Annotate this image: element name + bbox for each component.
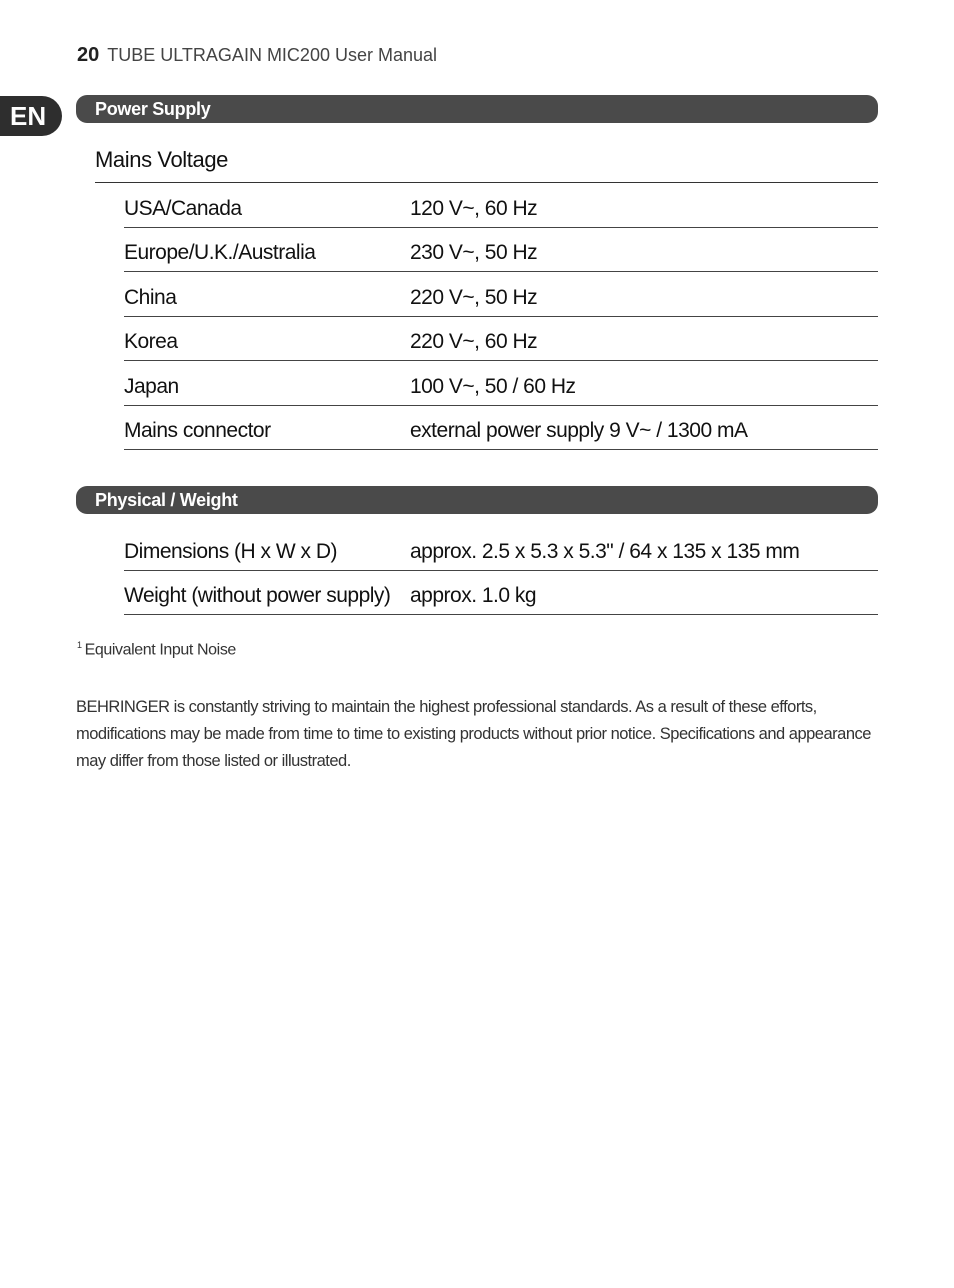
disclaimer-paragraph: BEHRINGER is constantly striving to maintain the highest professional standards. As a result of these efforts, modifications may be made from time to time to existing products without prior notice. Specifications and appearance may differ from those listed or illustrated. [76, 698, 871, 770]
page-number: 20 [77, 44, 100, 66]
page-header [77, 44, 437, 67]
spec-value: approx. 1.0 kg [410, 584, 537, 607]
spec-label: China [124, 285, 177, 309]
mains-voltage-table [124, 183, 878, 450]
spec-label: USA/Canada [124, 196, 242, 220]
spec-label: Europe/U.K./Australia [124, 241, 316, 264]
spec-value: 100 V~, 50 / 60 Hz [410, 374, 576, 398]
footnote-marker: 1 [77, 640, 82, 650]
table-row [124, 317, 878, 362]
section-bar-power-supply: Power Supply [76, 95, 878, 123]
spec-value: 120 V~, 60 Hz [410, 196, 538, 220]
footnote [77, 640, 236, 659]
table-row [124, 571, 878, 616]
table-row [124, 361, 878, 406]
table-row [124, 526, 878, 571]
spec-value: external power supply 9 V~ / 1300 mA [410, 419, 748, 442]
footnote-text: Equivalent Input Noise [84, 641, 236, 659]
spec-value: approx. 2.5 x 5.3 x 5.3" / 64 x 135 x 135 mm [410, 539, 800, 563]
spec-label: Korea [124, 330, 178, 353]
spec-value: 230 V~, 50 Hz [410, 241, 538, 264]
spec-label: Japan [124, 374, 179, 398]
document-title: TUBE ULTRAGAIN MIC200 User Manual [107, 45, 438, 65]
language-tab: EN [0, 96, 62, 136]
spec-value: 220 V~, 60 Hz [410, 330, 538, 353]
table-row [124, 406, 878, 451]
table-row [124, 228, 878, 273]
physical-weight-table [124, 526, 878, 615]
spec-label: Mains connector [124, 419, 271, 442]
subheading-mains-voltage: Mains Voltage [95, 147, 878, 183]
section-bar-physical-weight: Physical / Weight [76, 486, 878, 514]
spec-label: Weight (without power supply) [124, 584, 391, 607]
spec-label: Dimensions (H x W x D) [124, 539, 338, 563]
table-row [124, 272, 878, 317]
table-row [124, 183, 878, 228]
spec-value: 220 V~, 50 Hz [410, 285, 538, 309]
